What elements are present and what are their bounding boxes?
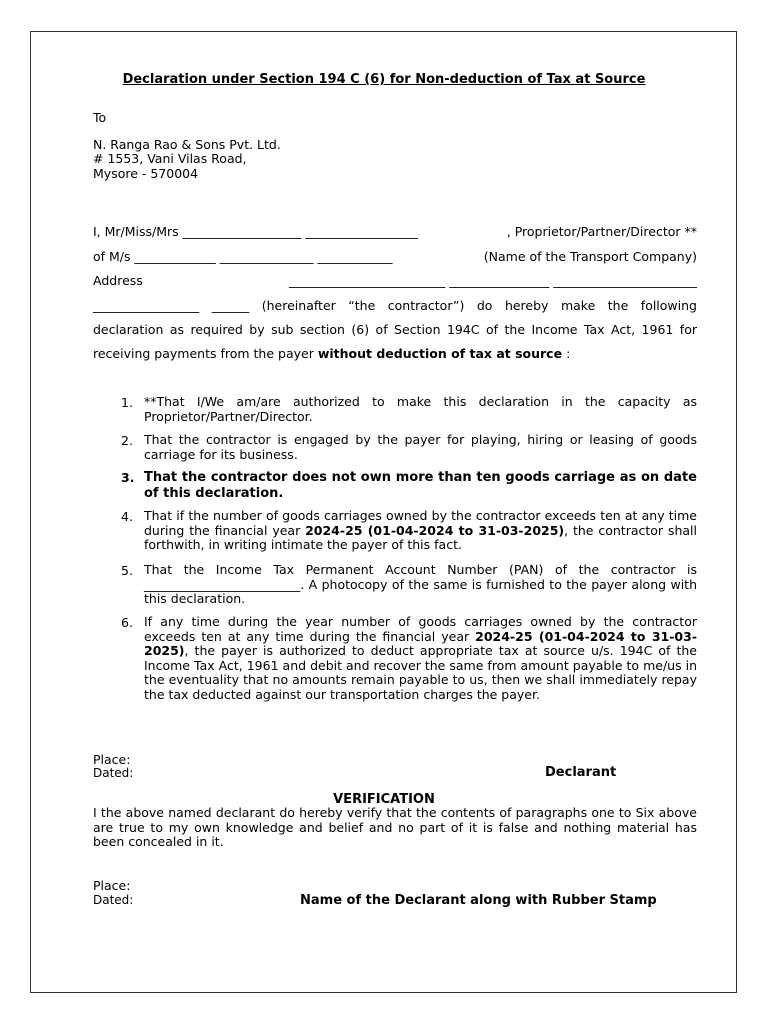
list-item-text <box>144 615 697 702</box>
list-number: 6. <box>121 615 133 630</box>
pan-field-text: _________________________. A photocopy of the same is furnished to the payer along with this declaration. <box>144 576 697 606</box>
list-number: 5. <box>121 563 133 578</box>
declarant-label: Declarant <box>545 765 617 780</box>
company-name-label: (Name of the Transport Company) <box>483 249 697 264</box>
list-item-text <box>144 563 697 607</box>
address-line-1: N. Ranga Rao & Sons Pvt. Ltd. <box>93 137 281 152</box>
address-field-line[interactable]: _________________________ ________________ _______________________ <box>289 273 697 288</box>
to-label: To <box>93 110 107 125</box>
document-title: Declaration under Section 194 C (6) for Non-deduction of Tax at Source <box>122 72 646 87</box>
financial-year-text: 2024-25 (01-04-2024 to 31-03-2025) <box>144 628 698 658</box>
company-field-line[interactable]: of M/s _____________ _______________ ____________ <box>93 249 393 264</box>
address-label: Address <box>93 273 143 288</box>
address-line-3: Mysore - 570004 <box>93 166 199 181</box>
list-number: 1. <box>121 395 133 410</box>
signature-label: Name of the Declarant along with Rubber Stamp <box>300 893 657 908</box>
list-item-text: That the contractor is engaged by the payer for playing, hiring or leasing of goods carriage for its business. <box>144 432 697 462</box>
declaration-bold-text: without deduction of tax at source <box>317 346 563 361</box>
place-label: Place: <box>93 752 131 767</box>
designation-label: , Proprietor/Partner/Director ** <box>506 224 697 239</box>
declaration-line-3 <box>93 346 570 361</box>
financial-year-text: 2024-25 (01-04-2024 to 31-03-2025) <box>305 522 565 538</box>
list-item-text-part: , the payer is authorized to deduct appropriate tax at source u/s. 194C of the Income Tax Act, 1961 and debit and recover the same from amount payable to me/us in the eventuality that no amounts remain payable to us, then we shall immediately repay the tax deducted against our transportation charges the payer. <box>144 643 697 702</box>
name-field-line[interactable]: I, Mr/Miss/Mrs ___________________ __________________ <box>93 224 418 239</box>
declaration-line-3-text: receiving payments from the payer <box>93 346 314 361</box>
list-item-text-part: That if the number of goods carriages owned by the contractor exceeds ten at any time during the financial year <box>144 508 697 538</box>
list-item-text: **That I/We am/are authorized to make this declaration in the capacity as Proprietor/Partner/Director. <box>144 394 697 424</box>
declaration-line-2: declaration as required by sub section (6) of Section 194C of the Income Tax Act, 1961 for <box>93 322 697 337</box>
dated-label: Dated: <box>93 766 134 780</box>
place-label-2: Place: <box>93 878 131 893</box>
verification-text: I the above named declarant do hereby verify that the contents of paragraphs one to Six above are true to my own knowledge and belief and no part of it is false and nothing material has been concealed in it. <box>93 805 697 849</box>
list-item-text-part: , the contractor shall forthwith, in writing intimate the payer of this fact. <box>144 522 697 552</box>
declaration-line-1: _________________ ______ (hereinafter “the contractor”) do hereby make the following <box>93 298 697 313</box>
list-item-text-part: If any time during the year number of goods carriages owned by the contractor exceeds ten at any time during the financial year <box>144 614 697 644</box>
list-item-text: That the contractor does not own more than ten goods carriage as on date of this declaration. <box>144 470 697 501</box>
dated-label-2: Dated: <box>93 893 134 907</box>
list-item-text <box>144 509 697 553</box>
verification-heading: VERIFICATION <box>333 792 435 807</box>
declaration-colon: : <box>566 346 571 361</box>
list-number: 2. <box>121 433 133 448</box>
list-number: 3. <box>121 470 135 485</box>
list-number: 4. <box>121 509 133 524</box>
list-item-text-part: That the Income Tax Permanent Account Number (PAN) of the contractor is <box>144 562 697 577</box>
address-line-2: # 1553, Vani Vilas Road, <box>93 151 247 166</box>
